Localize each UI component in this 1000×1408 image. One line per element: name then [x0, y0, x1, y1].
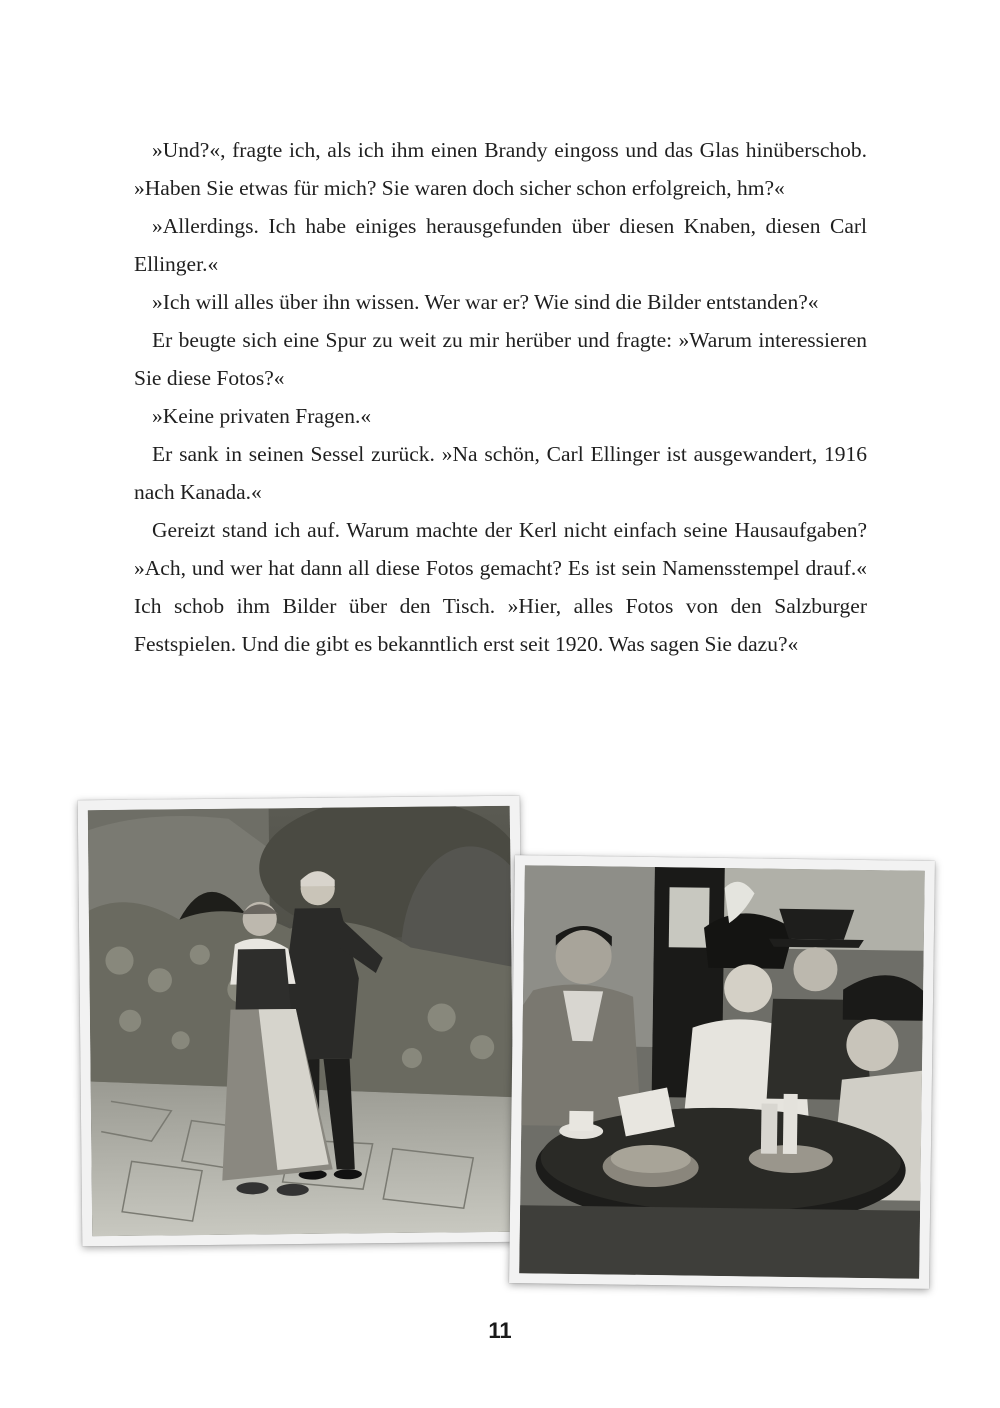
photo-cafe-scene — [509, 855, 935, 1289]
paragraph: »Keine privaten Fragen.« — [152, 404, 372, 428]
garden-photo-illustration — [88, 806, 514, 1236]
photo-garden-couple — [78, 796, 525, 1247]
paragraph: »Allerdings. Ich habe einiges herausgefunden über diesen Knaben, diesen Carl Ellinger.« — [134, 214, 867, 276]
paragraph: »Und?«, fragte ich, als ich ihm einen Brandy eingoss und das Glas hinüberschob. »Haben Sie etwas für mich? Sie waren doch sicher schon erfolgreich, hm?« — [134, 138, 867, 200]
page-number: 11 — [488, 1318, 512, 1343]
paragraph: »Ich will alles über ihn wissen. Wer war er? Wie sind die Bilder entstanden?« — [152, 290, 819, 314]
paragraph: Er sank in seinen Sessel zurück. »Na schön, Carl Ellinger ist ausgewandert, 1916 nach Kanada.« — [134, 442, 867, 504]
paragraph: Gereizt stand ich auf. Warum machte der Kerl nicht einfach seine Hausaufgaben? »Ach, und wer hat dann all diese Fotos gemacht? Es ist sein Namensstempel drauf.« Ich schob ihm Bilder über den Tisch. »Hier, alles Fotos von den Salzburger Festspielen. Und die gibt es bekanntlich erst seit 1920. Was sagen Sie dazu?« — [134, 518, 867, 656]
paragraph: Er beugte sich eine Spur zu weit zu mir herüber und fragte: »Warum interessieren Sie diese Fotos?« — [134, 328, 867, 390]
cafe-photo-illustration — [519, 865, 925, 1279]
body-text — [134, 131, 867, 663]
